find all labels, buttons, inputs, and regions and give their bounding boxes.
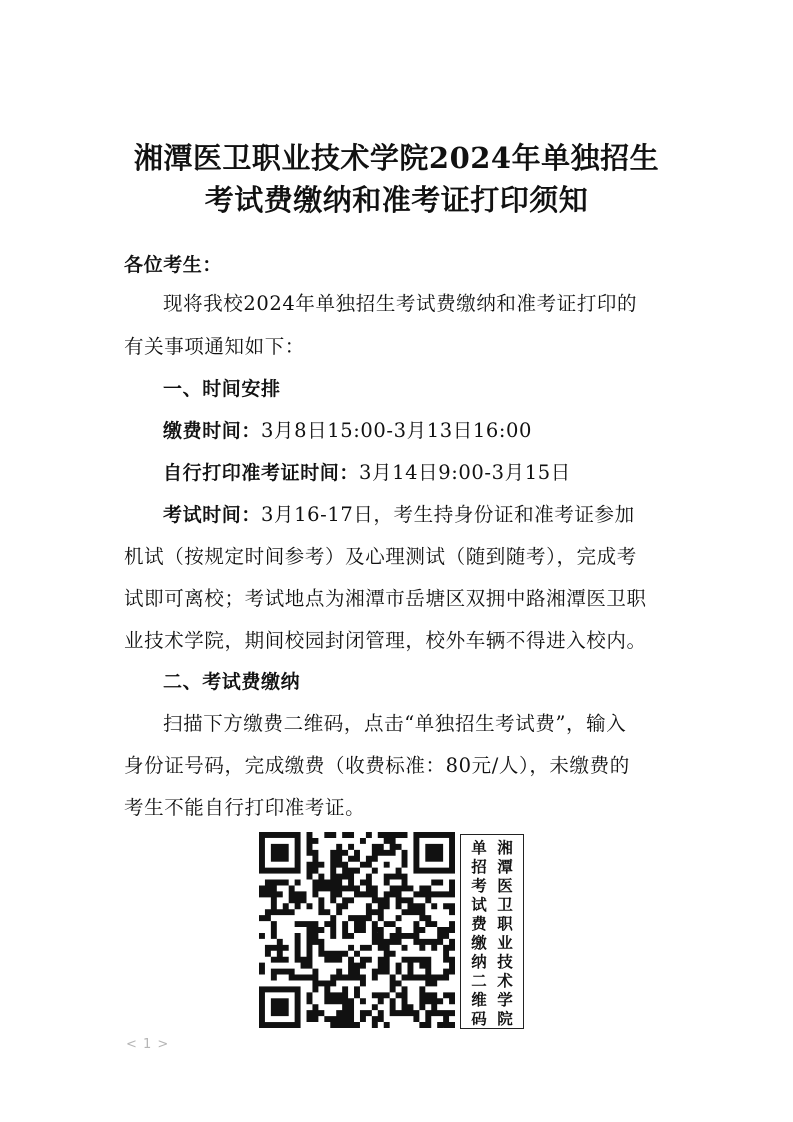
exam-line-2: 机试（按规定时间参考）及心理测试（随到随考），完成考 (124, 545, 637, 568)
qr-label-char: 单 (471, 839, 487, 857)
payment-time-value: 3月8日15:00-3月13日16:00 (261, 419, 533, 442)
exam-line-3: 试即可离校；考试地点为湘潭市岳塘区双拥中路湘潭医卫职 (124, 587, 647, 610)
fee-line-2: 身份证号码，完成缴费（收费标准：80元/人），未缴费的 (124, 754, 630, 777)
qr-label-char: 潭 (497, 858, 513, 876)
qr-label-char: 二 (471, 972, 487, 990)
intro-line-2: 有关事项通知如下： (124, 335, 305, 358)
qr-label-char: 卫 (497, 896, 513, 914)
qr-label-box (460, 834, 524, 1029)
qr-label-char: 纳 (471, 953, 487, 971)
title-line-2: 考试费缴纳和准考证打印须知 (204, 183, 589, 217)
qr-label-char: 码 (471, 1010, 487, 1028)
qr-label-char: 医 (497, 877, 513, 895)
exam-time (163, 500, 684, 530)
payment-qr-code[interactable] (259, 832, 455, 1028)
qr-code-graphic (259, 832, 455, 1028)
qr-label-char: 招 (471, 858, 487, 876)
qr-label-char: 业 (497, 934, 513, 952)
section-2-heading: 二、考试费缴纳 (163, 671, 301, 693)
qr-label-school-column (492, 839, 518, 1029)
qr-label-char: 术 (497, 972, 513, 990)
page-number: < 1 > (126, 1037, 170, 1052)
qr-label-char: 考 (471, 877, 487, 895)
qr-label-char: 院 (497, 1010, 513, 1028)
qr-label-char: 费 (471, 915, 487, 933)
salutation: 各位考生： (124, 254, 223, 276)
print-time-label: 自行打印准考证时间： (163, 462, 360, 484)
fee-line-3: 考生不能自行打印准考证。 (124, 796, 366, 819)
exam-time-line-1: 3月16-17日，考生持身份证和准考证参加 (261, 503, 635, 526)
section-1-heading: 一、时间安排 (163, 378, 281, 400)
title-line-1: 湘潭医卫职业技术学院2024年单独招生 (133, 141, 660, 175)
qr-label-char: 技 (497, 953, 513, 971)
qr-label-char: 维 (471, 991, 487, 1009)
qr-label-char: 学 (497, 991, 513, 1009)
qr-label-char: 湘 (497, 839, 513, 857)
intro-line-1: 现将我校2024年单独招生考试费缴纳和准考证打印的 (163, 292, 638, 315)
payment-time (163, 416, 723, 446)
qr-label-char: 职 (497, 915, 513, 933)
qr-label-char: 试 (471, 896, 487, 914)
payment-time-label: 缴费时间： (163, 420, 262, 442)
qr-label-char: 缴 (471, 934, 487, 952)
fee-line-1: 扫描下方缴费二维码，点击“单独招生考试费”，输入 (163, 712, 627, 735)
exam-line-4: 业技术学院，期间校园封闭管理，校外车辆不得进入校内。 (124, 629, 647, 652)
exam-time-label: 考试时间： (163, 504, 262, 526)
print-time (163, 458, 723, 488)
print-time-value: 3月14日9:00-3月15日 (359, 461, 571, 484)
qr-label-purpose-column (466, 839, 492, 1029)
